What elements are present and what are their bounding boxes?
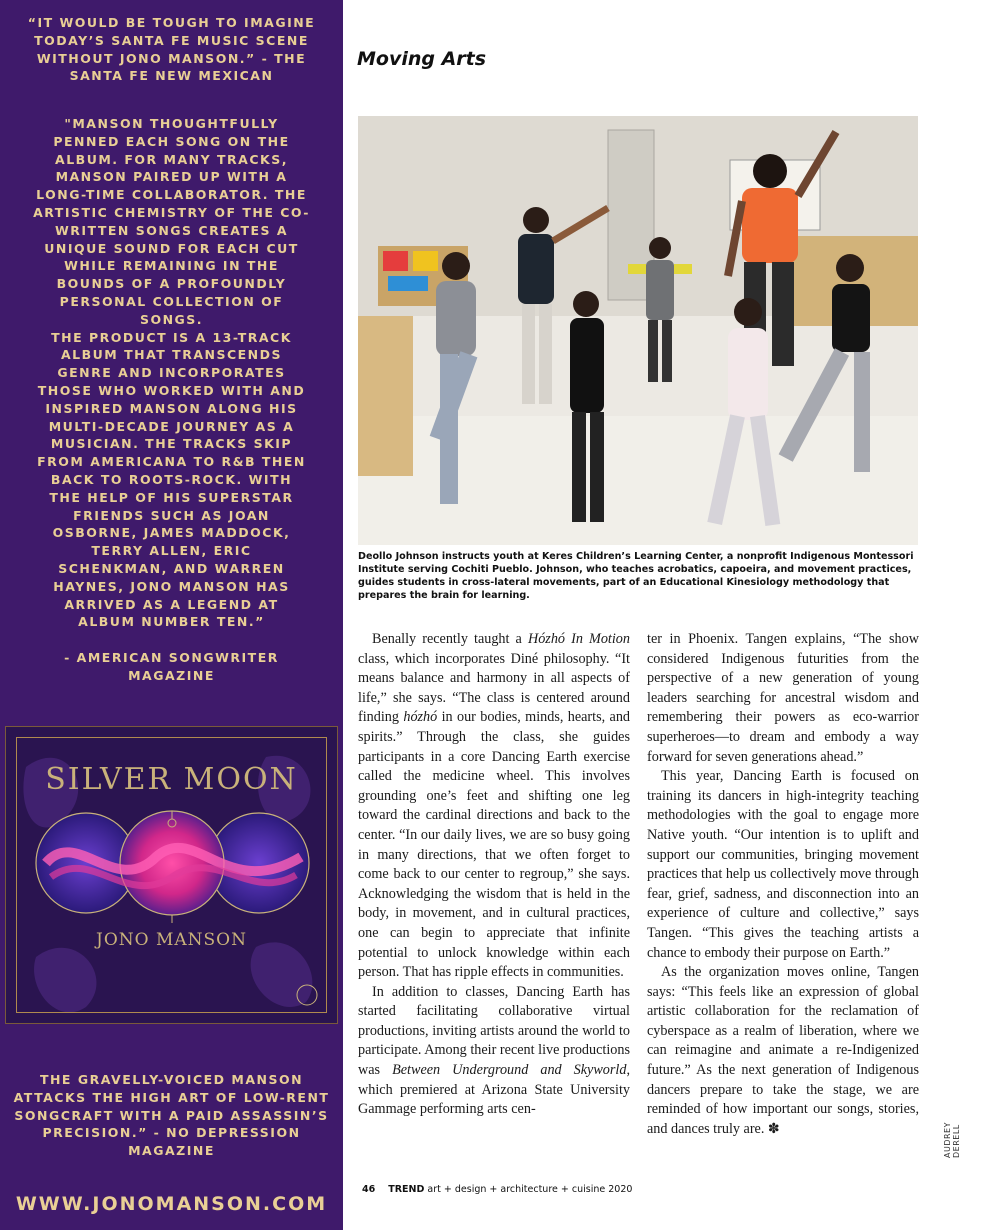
section-title: Moving Arts [357, 48, 487, 70]
ad-quote-line: TERRY ALLEN, ERIC [91, 543, 252, 559]
ad-quote-line: ALBUM. FOR MANY TRACKS, [55, 151, 288, 167]
ad-quote-line: ALBUM NUMBER TEN.” [78, 614, 265, 630]
article-column-2 [647, 630, 919, 1139]
ad-quote-line: HAYNES, JONO MANSON HAS [53, 578, 290, 594]
term-italic: hózhó [403, 709, 438, 726]
ad-quote-line: "MANSON THOUGHTFULLY [64, 116, 279, 131]
ad-quote-line: UNIQUE SOUND FOR EACH CUT [44, 240, 299, 256]
album-cover [5, 726, 338, 1024]
ad-quote-line: GENRE AND INCORPORATES [57, 365, 286, 381]
ad-quote-line: BACK TO ROOTS-ROCK. WITH [50, 471, 293, 487]
text-run: in our bodies, minds, hearts, and spirits.” Through the class, she guides participants in a core Dancing Earth exercise called the medicine wheel. This involves grounding one’s feet and shifting one leg toward the cardinal directions and back to the center. “In our daily lives, we are so busy going in many directions, that we often forget to come back to our center to regroup,” she says. Acknowledging the wisdom that is held in the body, in movement, and in cultural practices, one can begin to appreciate that infinite potential to unlock knowledge within each person. That has ripple effects in communities. [358, 709, 631, 981]
ad-quote-line: FRIENDS SUCH AS JOAN [73, 507, 270, 523]
ad-quote-line: BOUNDS OF A PROFOUNDLY [56, 276, 287, 292]
album-artist: JONO MANSON [96, 930, 247, 950]
ad-quote-line: WHILE REMAINING IN THE [64, 258, 279, 274]
photo-credit: AUDREY DERELL [943, 1122, 961, 1158]
article-paragraph: As the organization moves online, Tangen says: “This feels like an expression of global artistic collaboration for the reclamation of cyberspace as a realm of liberation, where we can reimagine and animate a re-Indigenized future.” As the next generation of Indigenous dancers prepare to take the stage, we are reminded of how important our songs, stories, and dances truly are. ✽ [647, 964, 919, 1137]
artist-website-link[interactable]: WWW.JONOMANSON.COM [15, 1193, 328, 1215]
photo-caption: Deollo Johnson instructs youth at Keres Children’s Learning Center, a nonprofit Indigenous Montessori Institute serving Cochiti Pueblo. Johnson, who teaches acrobatics, capoeira, and movement practices, guides students in cross-lateral movements, part of an Educational Kinesiology methodology that prepares the brain for learning. [358, 551, 914, 601]
magazine-name: TREND [388, 1184, 425, 1195]
text-run: class, which incorporates Diné philosophy. “It means balance and harmony in all aspects of life,” she says. “The class is centered around finding [358, 650, 630, 726]
ad-quote-line: LONG-TIME COLLABORATOR. THE [36, 187, 307, 203]
class-name-italic: Hózhó In Motion [527, 631, 630, 647]
ad-quote-line [8, 631, 335, 649]
article-paragraph [358, 630, 630, 983]
ad-quote-line: MULTI-DECADE JOURNEY AS A [48, 418, 295, 434]
article-paragraph: This year, Dancing Earth is focused on training its dancers in high-integrity teaching methodologies with the goal to engage more Native youth. “Our intention is to uplift and support our communities, bringing movement practices that help us collectively move through fear, grief, sadness, and disconnection into an experience of culture and collective,” says Tangen. “This gives the teaching artists a chance to embody their purpose on Earth.” [647, 768, 919, 961]
ad-quote-santa-fe: “IT WOULD BE TOUGH TO IMAGINE TODAY’S SANTA FE MUSIC SCENE WITHOUT JONO MANSON.” - THE SANTA FE NEW MEXICAN [27, 15, 316, 84]
page-number: 46 [362, 1184, 376, 1195]
article-paragraph [358, 983, 630, 1120]
ad-quote-line: MUSICIAN. THE TRACKS SKIP [50, 436, 293, 452]
ad-quote-line: PENNED EACH SONG ON THE [53, 133, 290, 149]
album-title: SILVER MOON [45, 762, 298, 797]
ad-quote-line: THE PRODUCT IS A 13-TRACK [51, 329, 292, 345]
ad-quote-line: ARRIVED AS A LEGEND AT [64, 596, 279, 612]
ad-quote-line: INSPIRED MANSON ALONG HIS [45, 400, 298, 416]
dance-class-photo-illustration [358, 116, 918, 545]
text-run: Benally recently taught a [372, 631, 528, 647]
ad-quote-american-songwriter [8, 115, 335, 685]
advertisement-panel [0, 0, 343, 1230]
magazine-tagline: art + design + architecture + cuisine 2020 [427, 1184, 633, 1195]
ad-quote-line: MAGAZINE [128, 667, 215, 683]
ad-quote-line: PERSONAL COLLECTION OF [59, 293, 284, 309]
text-run: In addition to classes, Dancing Earth has started facilitating collaborative virtual productions, inviting artists around the world to participate. Among their recent live productions was [358, 983, 630, 1079]
ad-quote-line: THOSE WHO WORKED WITH AND [37, 382, 306, 398]
ad-quote-no-depression: THE GRAVELLY-VOICED MANSON ATTACKS THE HIGH ART OF LOW-RENT SONGCRAFT WITH A PAID ASSASSIN’S PRECISION.” - NO DEPRESSION MAGAZINE [13, 1072, 330, 1159]
ad-quote-line: ALBUM THAT TRANSCENDS [60, 347, 283, 363]
ad-quote-line: SONGS. [139, 311, 204, 327]
article-photo [358, 116, 918, 545]
ad-quote-line: MANSON PAIRED UP WITH A [55, 169, 288, 185]
ad-quote-line: ARTISTIC CHEMISTRY OF THE CO- [33, 204, 310, 220]
ad-quote-line: OSBORNE, JAMES MADDOCK, [52, 525, 291, 541]
ad-quote-line: SCHENKMAN, AND WARREN [58, 560, 285, 576]
article-paragraph: ter in Phoenix. Tangen explains, “The show considered Indigenous futurities from the perspective of a new generation of young leaders searching for ancestral wisdom and remembering their powers as eco-warrior superheroes—to dream and embody a way forward for seven generations ahead.” [647, 631, 919, 765]
ad-quote-line: WRITTEN SONGS CREATES A [54, 222, 289, 238]
article-column-1 [358, 630, 630, 1120]
text-run: , which premiered at Arizona State University Gammage performing arts cen- [358, 1062, 630, 1118]
ad-quote-line: - AMERICAN SONGWRITER [64, 649, 279, 665]
ad-quote-line: THE HELP OF HIS SUPERSTAR [49, 489, 294, 505]
ad-quote-line: FROM AMERICANA TO R&B THEN [37, 454, 306, 470]
production-title-italic: Between Underground and Skyworld [392, 1062, 627, 1079]
page-footer [362, 1184, 632, 1195]
